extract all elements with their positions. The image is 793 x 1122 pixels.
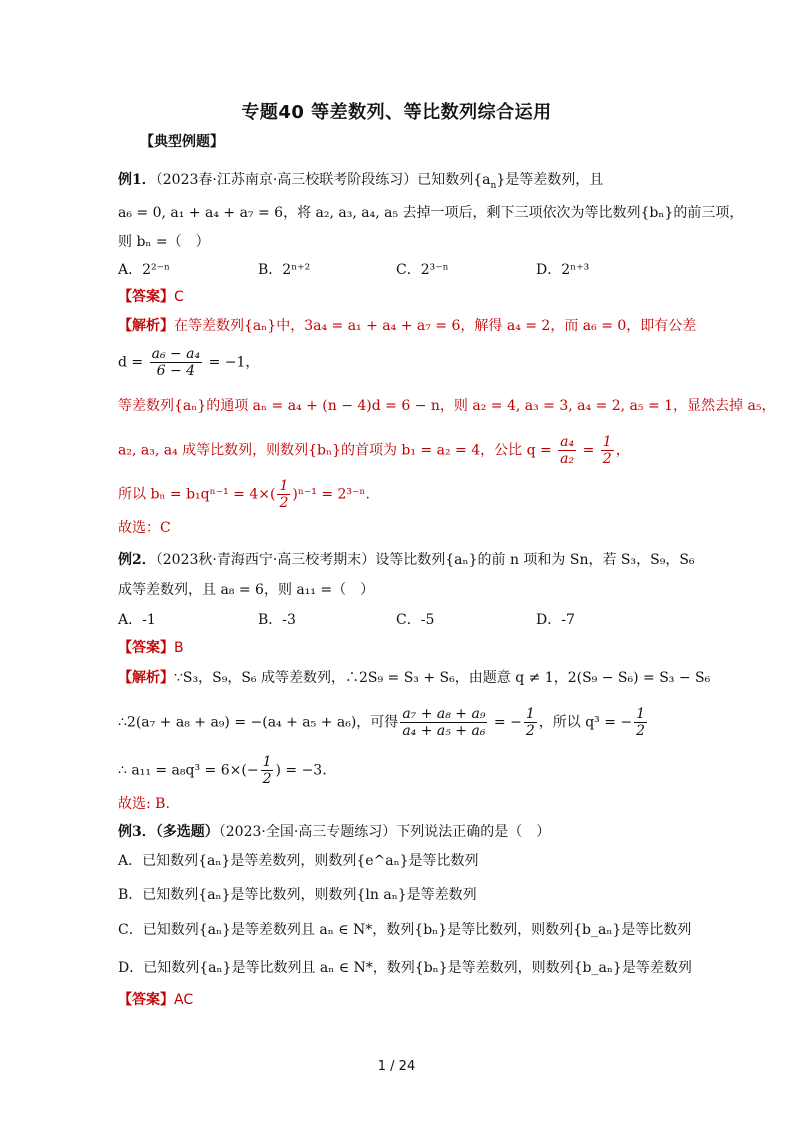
ex3-option-d: D．已知数列{aₙ}是等比数列且 aₙ ∈ N*，数列{bₙ}是等差数列，则数列{b_aₙ}是等差数列 xyxy=(118,960,692,976)
ex1-source: （2023春·江苏南京·高三校联考阶段练习）已知数列{a xyxy=(155,172,491,188)
ex3-answer-label: 【答案】 xyxy=(118,992,174,1008)
ex2-a2-fraction xyxy=(400,706,487,739)
ex2-analysis-label: 【解析】 xyxy=(118,670,174,686)
ex2-option-b: B．-3 xyxy=(258,612,296,628)
ex2-source: （2023秋·青海西宁·高三校考期末）设等比数列{aₙ}的前 n 项和为 Sn，若 S₃，S₉，S₆ xyxy=(155,552,695,568)
ex1-option-c: C．2³⁻ⁿ xyxy=(396,262,449,278)
ex1-answer xyxy=(118,287,184,307)
ex1-a5-post: )ⁿ⁻¹ = 2³⁻ⁿ. xyxy=(292,486,370,503)
ex1-a2-pre: d = xyxy=(118,354,148,371)
section-heading: 【典型例题】 xyxy=(140,134,224,150)
ex1-analysis-label: 【解析】 xyxy=(118,318,174,334)
ex1-a2-num: a₆ − a₄ xyxy=(151,346,201,362)
ex2-a2-num: a₇ + a₈ + a₉ xyxy=(402,706,486,722)
ex1-a5-num: 1 xyxy=(279,478,289,494)
ex1-analysis-1 xyxy=(118,316,696,336)
ex1-a4-fraction xyxy=(558,434,576,467)
ex2-analysis-3 xyxy=(118,754,327,787)
ex1-a5-fraction xyxy=(277,478,290,511)
ex2-answer-value: B xyxy=(174,640,184,656)
ex1-option-a: A．2²⁻ⁿ xyxy=(118,262,171,278)
ex1-a2-post: = −1， xyxy=(204,354,260,371)
ex2-a3-den: 2 xyxy=(262,771,272,787)
ex1-a5-pre: 所以 bₙ = b₁qⁿ⁻¹ = 4×( xyxy=(118,486,276,503)
ex1-a2-fraction xyxy=(150,346,203,379)
ex3-answer xyxy=(118,990,193,1010)
ex2-a2-den3: 2 xyxy=(636,723,646,739)
ex1-question: 例1．（2023春·江苏南京·高三校联考阶段练习）已知数列$\{a_n\}$是等差数列，且 xyxy=(118,172,604,191)
ex2-a2-num2: 1 xyxy=(525,706,535,722)
ex1-a4-post: ， xyxy=(615,442,630,459)
ex2-a3-fraction xyxy=(261,754,274,787)
ex3-question xyxy=(118,822,550,842)
ex3-option-c: C．已知数列{aₙ}是等差数列且 aₙ ∈ N*，数列{bₙ}是等比数列，则数列{b_aₙ}是等比数列 xyxy=(118,922,692,938)
ex2-option-c: C．-5 xyxy=(396,612,435,628)
ex2-option-d: D．-7 xyxy=(536,612,575,628)
ex1-analysis-5 xyxy=(118,478,370,511)
ex1-a2-den: 6 − 4 xyxy=(156,363,196,379)
ex2-a2-fraction-3 xyxy=(634,706,647,739)
ex1-answer-label: 【答案】 xyxy=(118,289,174,305)
ex2-answer xyxy=(118,638,184,658)
page-title: 专题40 等差数列、等比数列综合运用 xyxy=(241,102,552,123)
ex2-line2: 成等差数列，且 a₈ = 6，则 a₁₁ =（ ） xyxy=(118,582,375,598)
ex1-analysis-3: 等差数列{aₙ}的通项 aₙ = a₄ + (n − 4)d = 6 − n，则 a₂ = 4, a₃ = 3, a₄ = 2, a₅ = 1，显然去掉 a₅， xyxy=(118,398,776,414)
ex3-answer-value: AC xyxy=(174,992,194,1008)
ex2-a3-pre: ∴ a₁₁ = a₈q³ = 6×(− xyxy=(118,762,259,779)
ex1-line3: 则 bₙ =（ ） xyxy=(118,234,210,250)
ex2-pick: 故选: B. xyxy=(118,796,170,812)
ex2-a2-fraction-2 xyxy=(524,706,537,739)
ex2-label: 例2． xyxy=(118,552,156,568)
ex1-pick: 故选：C xyxy=(118,520,171,536)
ex2-a2-den: a₄ + a₅ + a₆ xyxy=(402,723,486,739)
ex1-option-d: D．2ⁿ⁺³ xyxy=(536,262,590,278)
ex2-option-a: A．-1 xyxy=(118,612,156,628)
ex1-line2: a₆ = 0, a₁ + a₄ + a₇ = 6，将 a₂, a₃, a₄, a₅ 去掉一项后，剩下三项依次为等比数列{bₙ}的前三项， xyxy=(118,205,744,221)
ex1-label: 例1． xyxy=(118,172,156,188)
ex2-analysis-1 xyxy=(118,668,710,688)
ex1-a4-num: a₄ xyxy=(560,434,575,450)
ex1-analysis-text-1: 在等差数列{aₙ}中，3a₄ = a₁ + a₄ + a₇ = 6，解得 a₄ = 2，而 a₆ = 0，即有公差 xyxy=(174,318,697,334)
ex1-a4-num2: 1 xyxy=(602,434,612,450)
ex1-answer-value: C xyxy=(174,289,184,305)
ex2-a2-mid2: ，所以 q³ = − xyxy=(538,714,633,731)
ex1-source-tail: }是等差数列，且 xyxy=(496,172,604,188)
ex2-answer-label: 【答案】 xyxy=(118,640,174,656)
ex2-a2-den2: 2 xyxy=(525,723,535,739)
ex3-option-b: B．已知数列{aₙ}是等比数列，则数列{ln aₙ}是等差数列 xyxy=(118,887,477,903)
ex1-a4-den: a₂ xyxy=(560,451,575,467)
ex2-analysis-text-1: ∵S₃，S₉，S₆ 成等差数列，∴2S₉ = S₃ + S₆，由题意 q ≠ 1，2(S₉ − S₆) = S₃ − S₆ xyxy=(174,670,711,686)
page-number: 1 / 24 xyxy=(377,1059,416,1074)
ex1-a4-den2: 2 xyxy=(602,451,612,467)
ex1-analysis-4 xyxy=(118,434,630,467)
ex2-a2-num3: 1 xyxy=(636,706,646,722)
ex1-a4-fraction-2 xyxy=(601,434,614,467)
ex2-a2-pre: ∴2(a₇ + a₈ + a₉) = −(a₄ + a₅ + a₆)，可得 xyxy=(118,714,399,731)
ex2-a2-mid: = − xyxy=(489,714,522,731)
ex3-label: 例3．（多选题） xyxy=(118,824,219,840)
ex1-a5-den: 2 xyxy=(279,495,289,511)
ex2-a3-num: 1 xyxy=(262,754,272,770)
ex1-a4-pre: a₂, a₃, a₄ 成等比数列，则数列{bₙ}的首项为 b₁ = a₂ = 4，公比 q = xyxy=(118,442,557,459)
ex3-option-a: A．已知数列{aₙ}是等差数列，则数列{e^aₙ}是等比数列 xyxy=(118,853,479,869)
ex2-analysis-2 xyxy=(118,706,649,739)
ex1-option-b: B．2ⁿ⁺² xyxy=(258,262,311,278)
ex3-source: （2023·全国·高三专题练习）下列说法正确的是（ ） xyxy=(218,824,551,840)
ex2-question xyxy=(118,550,695,570)
ex1-a4-mid: = xyxy=(578,442,599,459)
ex1-analysis-2 xyxy=(118,346,259,379)
ex2-a3-post: ) = −3. xyxy=(275,762,327,779)
